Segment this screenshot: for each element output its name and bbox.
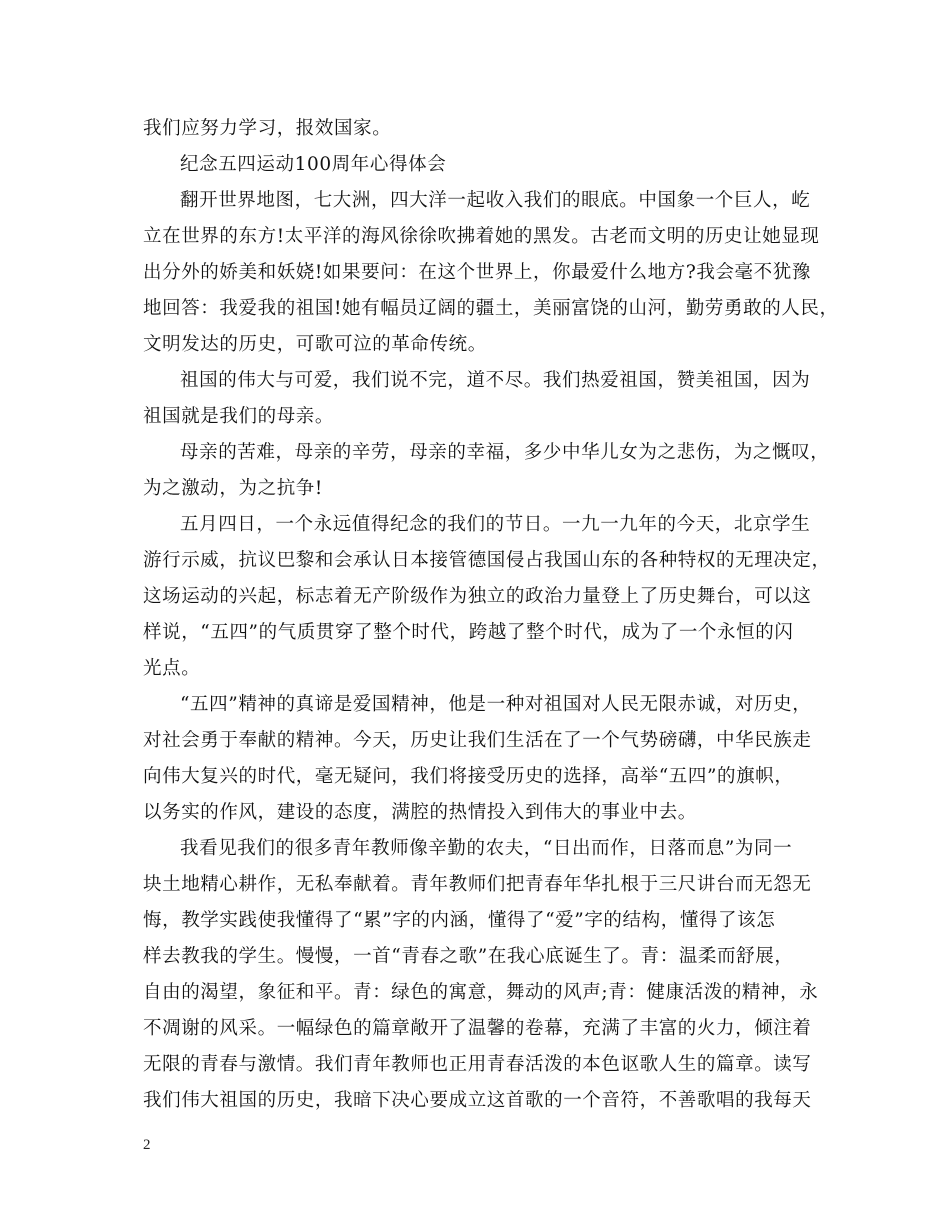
body-text-line: 块土地精心耕作，无私奉献着。青年教师们把青春年华扎根于三尺讲台而无怨无: [143, 874, 812, 895]
body-text-line: 向伟大复兴的时代，毫无疑问，我们将接受历史的选择，高举“五四”的旗帜，: [143, 766, 794, 787]
body-text-line: 游行示威，抗议巴黎和会承认日本接管德国侵占我国山东的各种特权的无理决定，: [143, 550, 831, 571]
body-text-line: “五四”精神的真谛是爱国精神，他是一种对祖国对人民无限赤诚，对历史，: [180, 694, 812, 715]
section-title: 纪念五四运动100周年心得体会: [180, 154, 447, 175]
body-text-line: 祖国就是我们的母亲。: [143, 406, 335, 427]
page-number: 2: [143, 1137, 151, 1153]
body-text-line: 母亲的苦难，母亲的辛劳，母亲的幸福，多少中华儿女为之悲伤，为之慨叹，: [180, 442, 830, 463]
body-text-line: 这场运动的兴起，标志着无产阶级作为独立的政治力量登上了历史舞台，可以这: [143, 586, 812, 607]
body-text-line: 地回答：我爱我的祖国!她有幅员辽阔的疆土，美丽富饶的山河，勤劳勇敢的人民，: [143, 298, 839, 319]
body-text-line: 文明发达的历史，可歌可泣的革命传统。: [143, 334, 487, 355]
body-text-line: 样说，“五四”的气质贯穿了整个时代，跨越了整个时代，成为了一个永恒的闪: [143, 622, 794, 643]
body-text-line: 翻开世界地图，七大洲，四大洋一起收入我们的眼底。中国象一个巨人，屹: [180, 190, 811, 211]
body-text-line: 悔，教学实践使我懂得了“累”字的内涵，懂得了“爱”字的结构，懂得了该怎: [143, 910, 776, 931]
body-text-line: 无限的青春与激情。我们青年教师也正用青春活泼的本色讴歌人生的篇章。读写: [143, 1054, 812, 1075]
body-text-line: 我看见我们的很多青年教师像辛勤的农夫，“日出而作，日落而息”为同一: [180, 838, 793, 859]
body-text-line: 五月四日，一个永远值得纪念的我们的节日。一九一九年的今天，北京学生: [180, 514, 811, 535]
body-text-line: 对社会勇于奉献的精神。今天，历史让我们生活在了一个气势磅礴，中华民族走: [143, 730, 812, 751]
body-text-line: 为之激动，为之抗争!: [143, 478, 323, 499]
body-text-line: 以务实的作风，建设的态度，满腔的热情投入到伟大的事业中去。: [143, 802, 697, 823]
body-text-line: 立在世界的东方!太平洋的海风徐徐吹拂着她的黑发。古老而文明的历史让她显现: [143, 226, 820, 247]
body-text-line: 我们应努力学习，报效国家。: [143, 118, 392, 139]
body-text-line: 不凋谢的风采。一幅绿色的篇章敞开了温馨的卷幕，充满了丰富的火力，倾注着: [143, 1018, 812, 1039]
body-text-line: 样去教我的学生。慢慢，一首“青春之歌”在我心底诞生了。青：温柔而舒展，: [143, 946, 794, 967]
body-text-line: 自由的渴望，象征和平。青：绿色的寓意，舞动的风声;青：健康活泼的精神，永: [143, 982, 819, 1003]
body-text-line: 出分外的娇美和妖娆!如果要问：在这个世界上，你最爱什么地方?我会毫不犹豫: [143, 262, 811, 283]
body-text-line: 光点。: [143, 658, 201, 679]
body-text-line: 我们伟大祖国的历史，我暗下决心要成立这首歌的一个音符，不善歌唱的我每天: [143, 1090, 812, 1111]
body-text-line: 祖国的伟大与可爱，我们说不完，道不尽。我们热爱祖国，赞美祖国，因为: [180, 370, 811, 391]
